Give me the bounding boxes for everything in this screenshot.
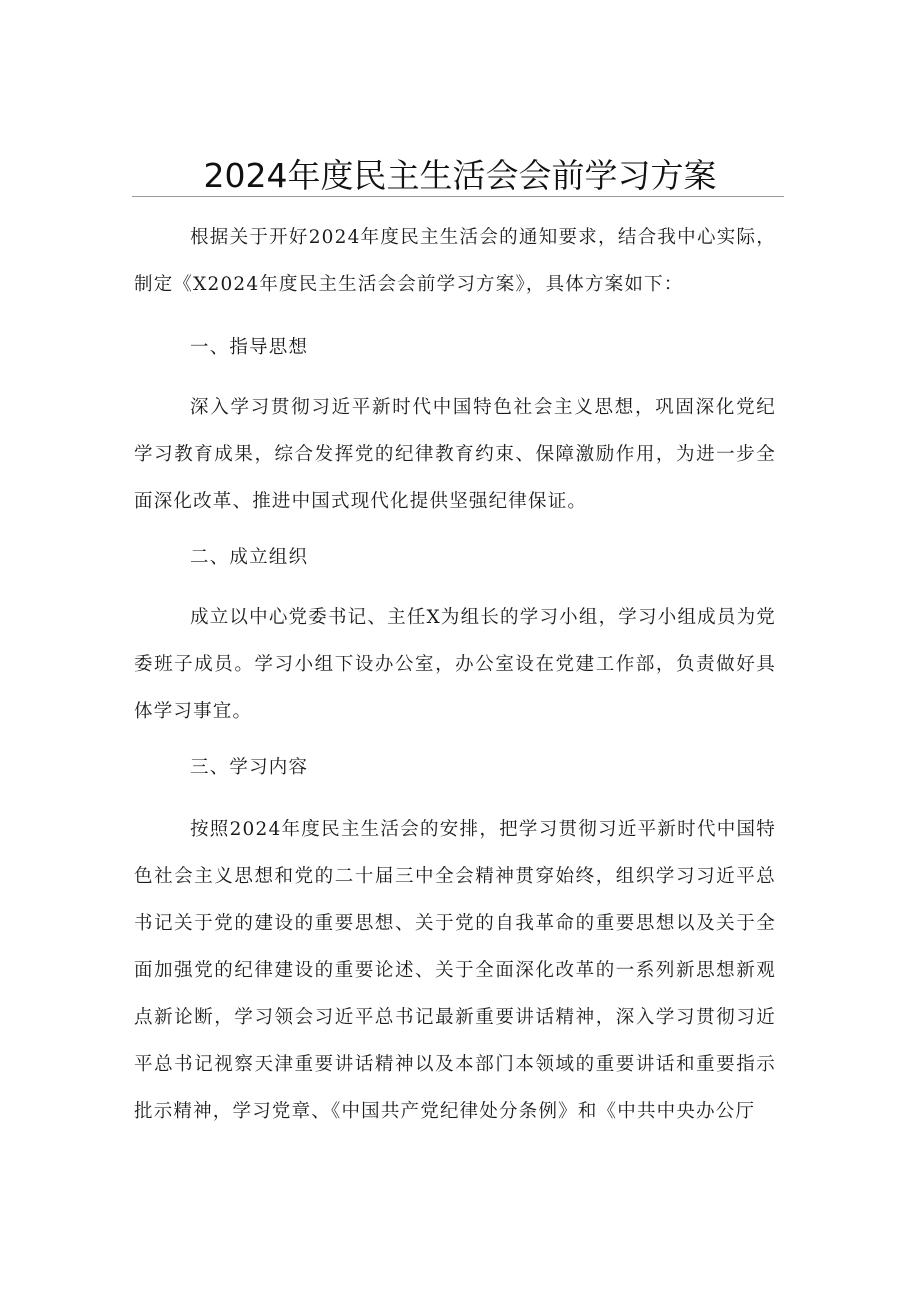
document-title: 2024年度民主生活会会前学习方案 bbox=[203, 156, 717, 195]
section-heading-guiding-ideology: 一、指导思想 bbox=[190, 337, 309, 358]
organization-paragraph: 成立以中心党委书记、主任X为组长的学习小组，学习小组成员为党委班子成员。学习小组下设办公室，办公室设在党建工作部，负责做好具体学习事宜。 bbox=[134, 607, 776, 722]
section-heading-study-content: 三、学习内容 bbox=[190, 757, 309, 778]
study-content-paragraph: 按照2024年度民主生活会的安排，把学习贯彻习近平新时代中国特色社会主义思想和党的二十届三中全会精神贯穿始终，组织学习习近平总书记关于党的建设的重要思想、关于党的自我革命的重要思想以及关于全面加强党的纪律建设的重要论述、关于全面深化改革的一系列新思想新观点新论断，学习领会习近平总书记最新重要讲话精神，深入学习贯彻习近平总书记视察天津重要讲话精神以及本部门本领域的重要讲话和重要指示批示精神，学习党章、《中国共产党纪律处分条例》和《中共中央办公厅 bbox=[134, 819, 776, 1122]
section-heading-organization: 二、成立组织 bbox=[190, 547, 309, 568]
guiding-ideology-paragraph: 深入学习贯彻习近平新时代中国特色社会主义思想，巩固深化党纪学习教育成果，综合发挥党的纪律教育约束、保障激励作用，为进一步全面深化改革、推进中国式现代化提供坚强纪律保证。 bbox=[134, 397, 776, 512]
title-underline bbox=[132, 196, 784, 197]
intro-paragraph: 根据关于开好2024年度民主生活会的通知要求，结合我中心实际，制定《X2024年度民主生活会会前学习方案》，具体方案如下： bbox=[134, 227, 776, 295]
